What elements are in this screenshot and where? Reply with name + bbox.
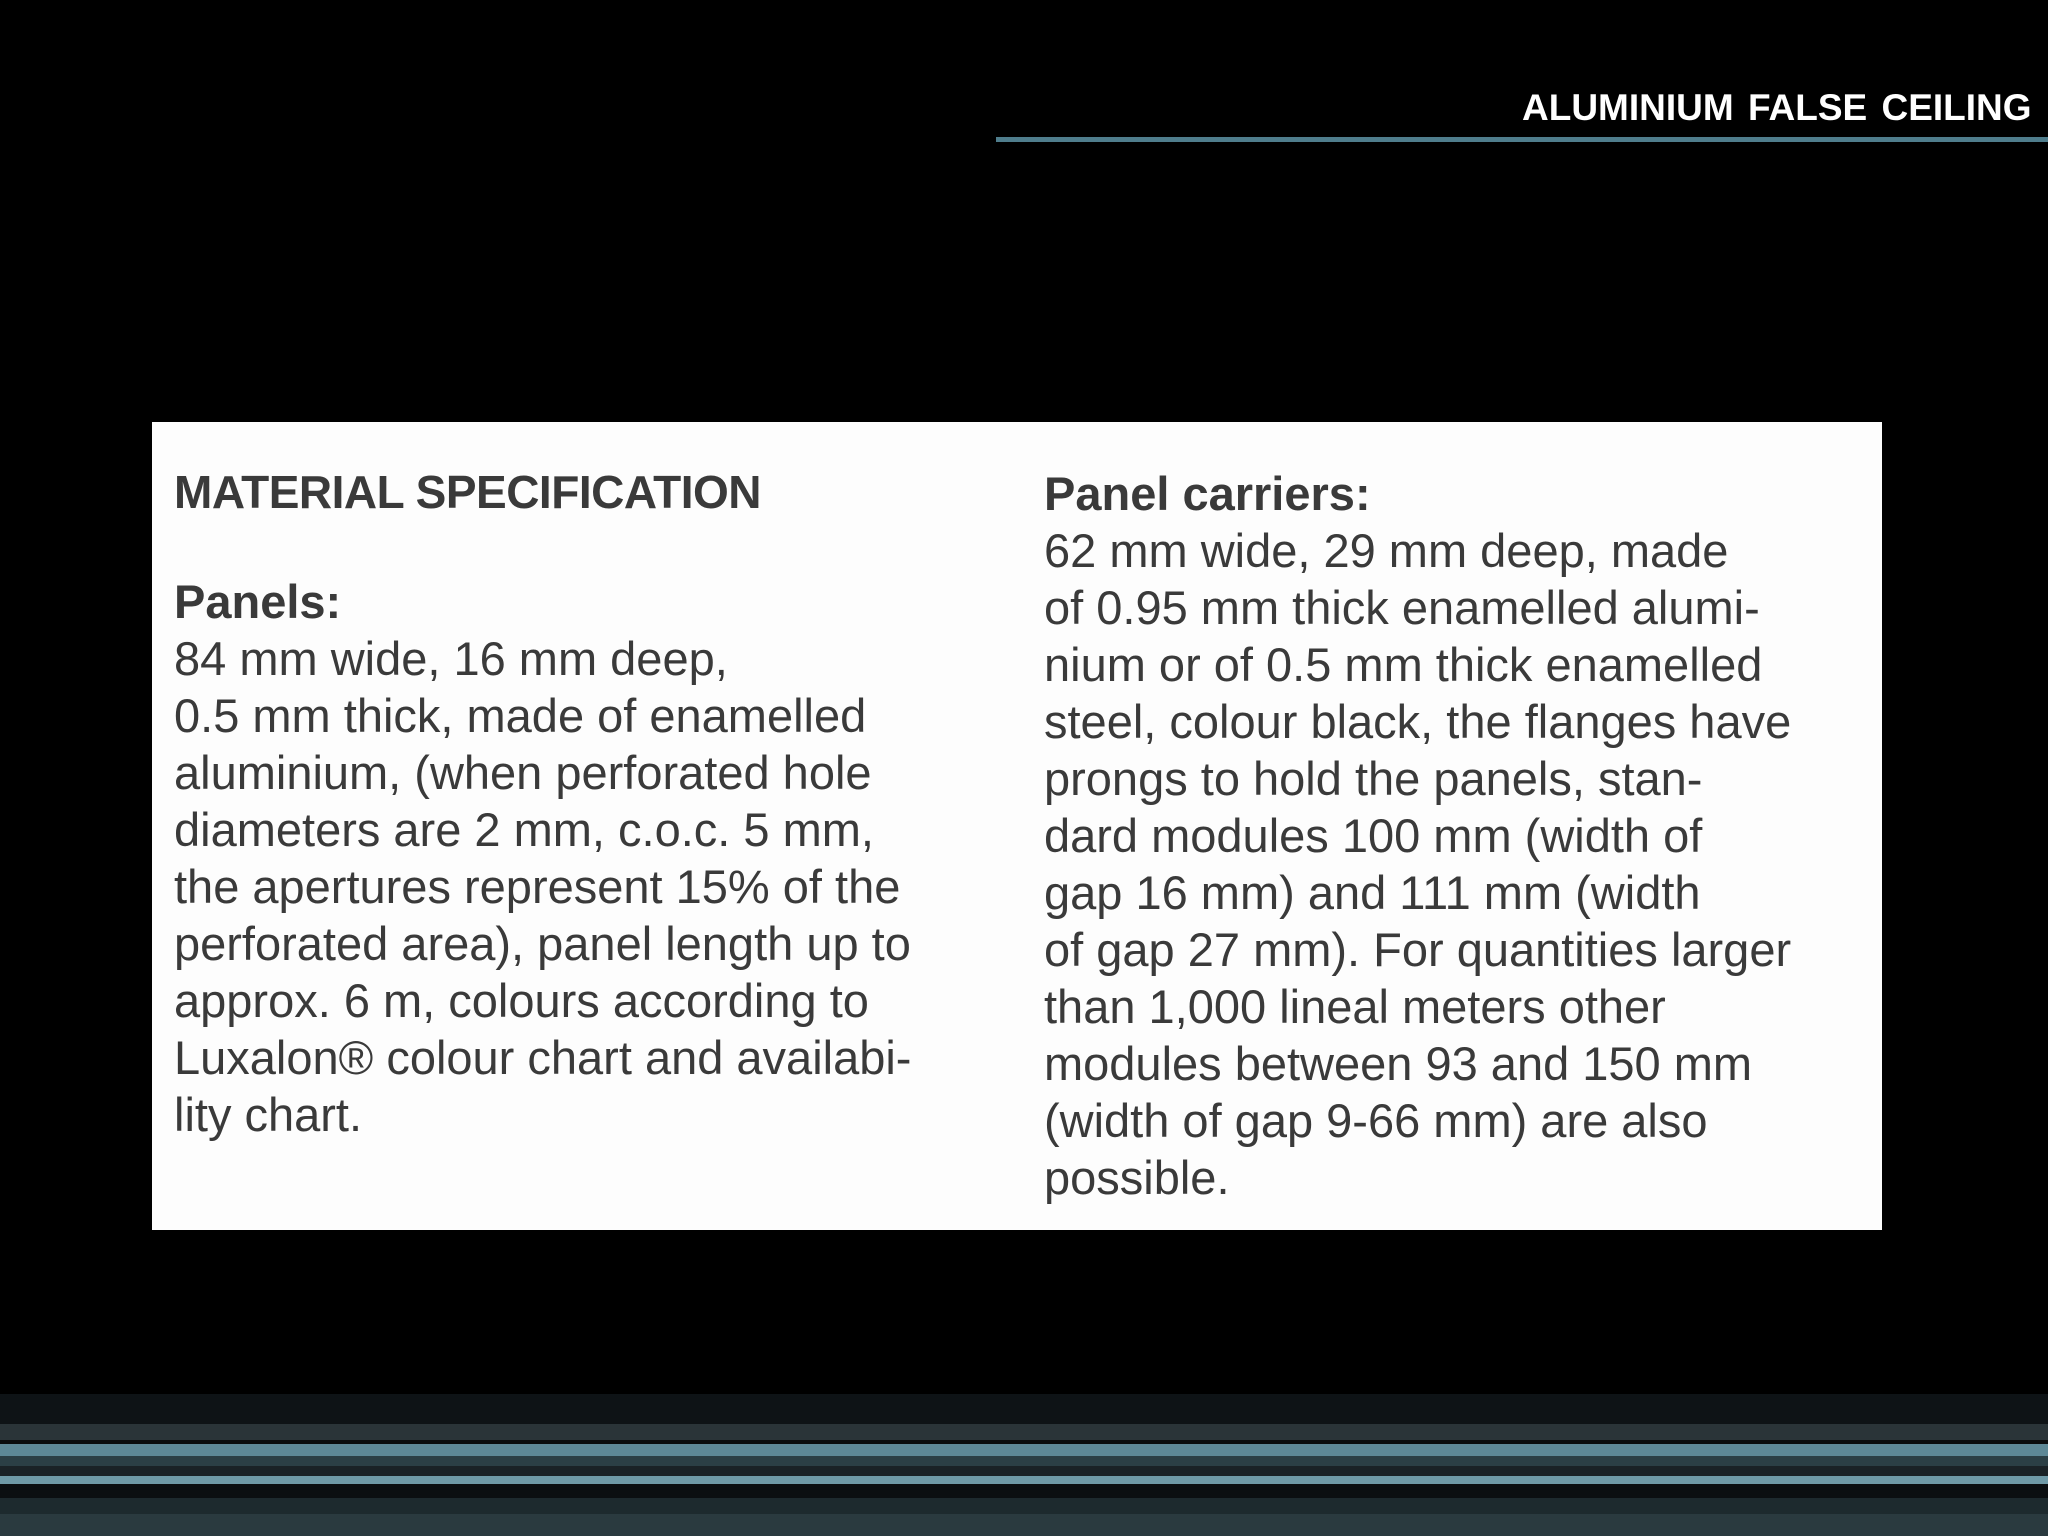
carriers-line: than 1,000 lineal meters other — [1044, 980, 1666, 1033]
material-spec-card — [152, 422, 1882, 1230]
carriers-label: Panel carriers: — [1044, 467, 1371, 520]
panels-line: lity chart. — [174, 1088, 363, 1141]
panels-line: 84 mm wide, 16 mm deep, — [174, 632, 728, 685]
footer-stripe — [0, 1444, 2048, 1456]
panels-line: perforated area), panel length up to — [174, 917, 911, 970]
panels-line: the apertures represent 15% of the — [174, 860, 901, 913]
carriers-line: gap 16 mm) and 111 mm (width — [1044, 866, 1701, 919]
footer-stripe — [0, 1514, 2048, 1536]
footer-stripe — [0, 1424, 2048, 1440]
carriers-line: possible. — [1044, 1151, 1230, 1204]
panels-line: Luxalon® colour chart and availabi- — [174, 1031, 912, 1084]
carriers-line: dard modules 100 mm (width of — [1044, 809, 1703, 862]
footer-stripe — [0, 1484, 2048, 1498]
footer-stripe — [0, 1466, 2048, 1476]
panels-line: approx. 6 m, colours according to — [174, 974, 869, 1027]
carriers-line: prongs to hold the panels, stan- — [1044, 752, 1703, 805]
footer-stripe — [0, 1394, 2048, 1424]
footer-stripe — [0, 1456, 2048, 1466]
panels-label: Panels: — [174, 575, 342, 628]
panels-line: aluminium, (when perforated hole — [174, 746, 872, 799]
carriers-description — [1044, 522, 1791, 1206]
carriers-line: steel, colour black, the flanges have — [1044, 695, 1792, 748]
carriers-line: nium or of 0.5 mm thick enamelled — [1044, 638, 1763, 691]
title-underline — [996, 137, 2048, 142]
carriers-line: 62 mm wide, 29 mm deep, made — [1044, 524, 1729, 577]
spec-heading: MATERIAL SPECIFICATION — [174, 466, 761, 518]
footer-stripe — [0, 1498, 2048, 1514]
carriers-line: (width of gap 9-66 mm) are also — [1044, 1094, 1708, 1147]
carriers-line: modules between 93 and 150 mm — [1044, 1037, 1753, 1090]
carriers-line: of 0.95 mm thick enamelled alumi- — [1044, 581, 1760, 634]
footer-stripe — [0, 1476, 2048, 1484]
panels-line: diameters are 2 mm, c.o.c. 5 mm, — [174, 803, 874, 856]
panels-description — [174, 630, 911, 1143]
carriers-line: of gap 27 mm). For quantities larger — [1044, 923, 1792, 976]
slide-title: ALUMINIUM FALSE CEILING — [1522, 87, 2032, 128]
panels-line: 0.5 mm thick, made of enamelled — [174, 689, 867, 742]
